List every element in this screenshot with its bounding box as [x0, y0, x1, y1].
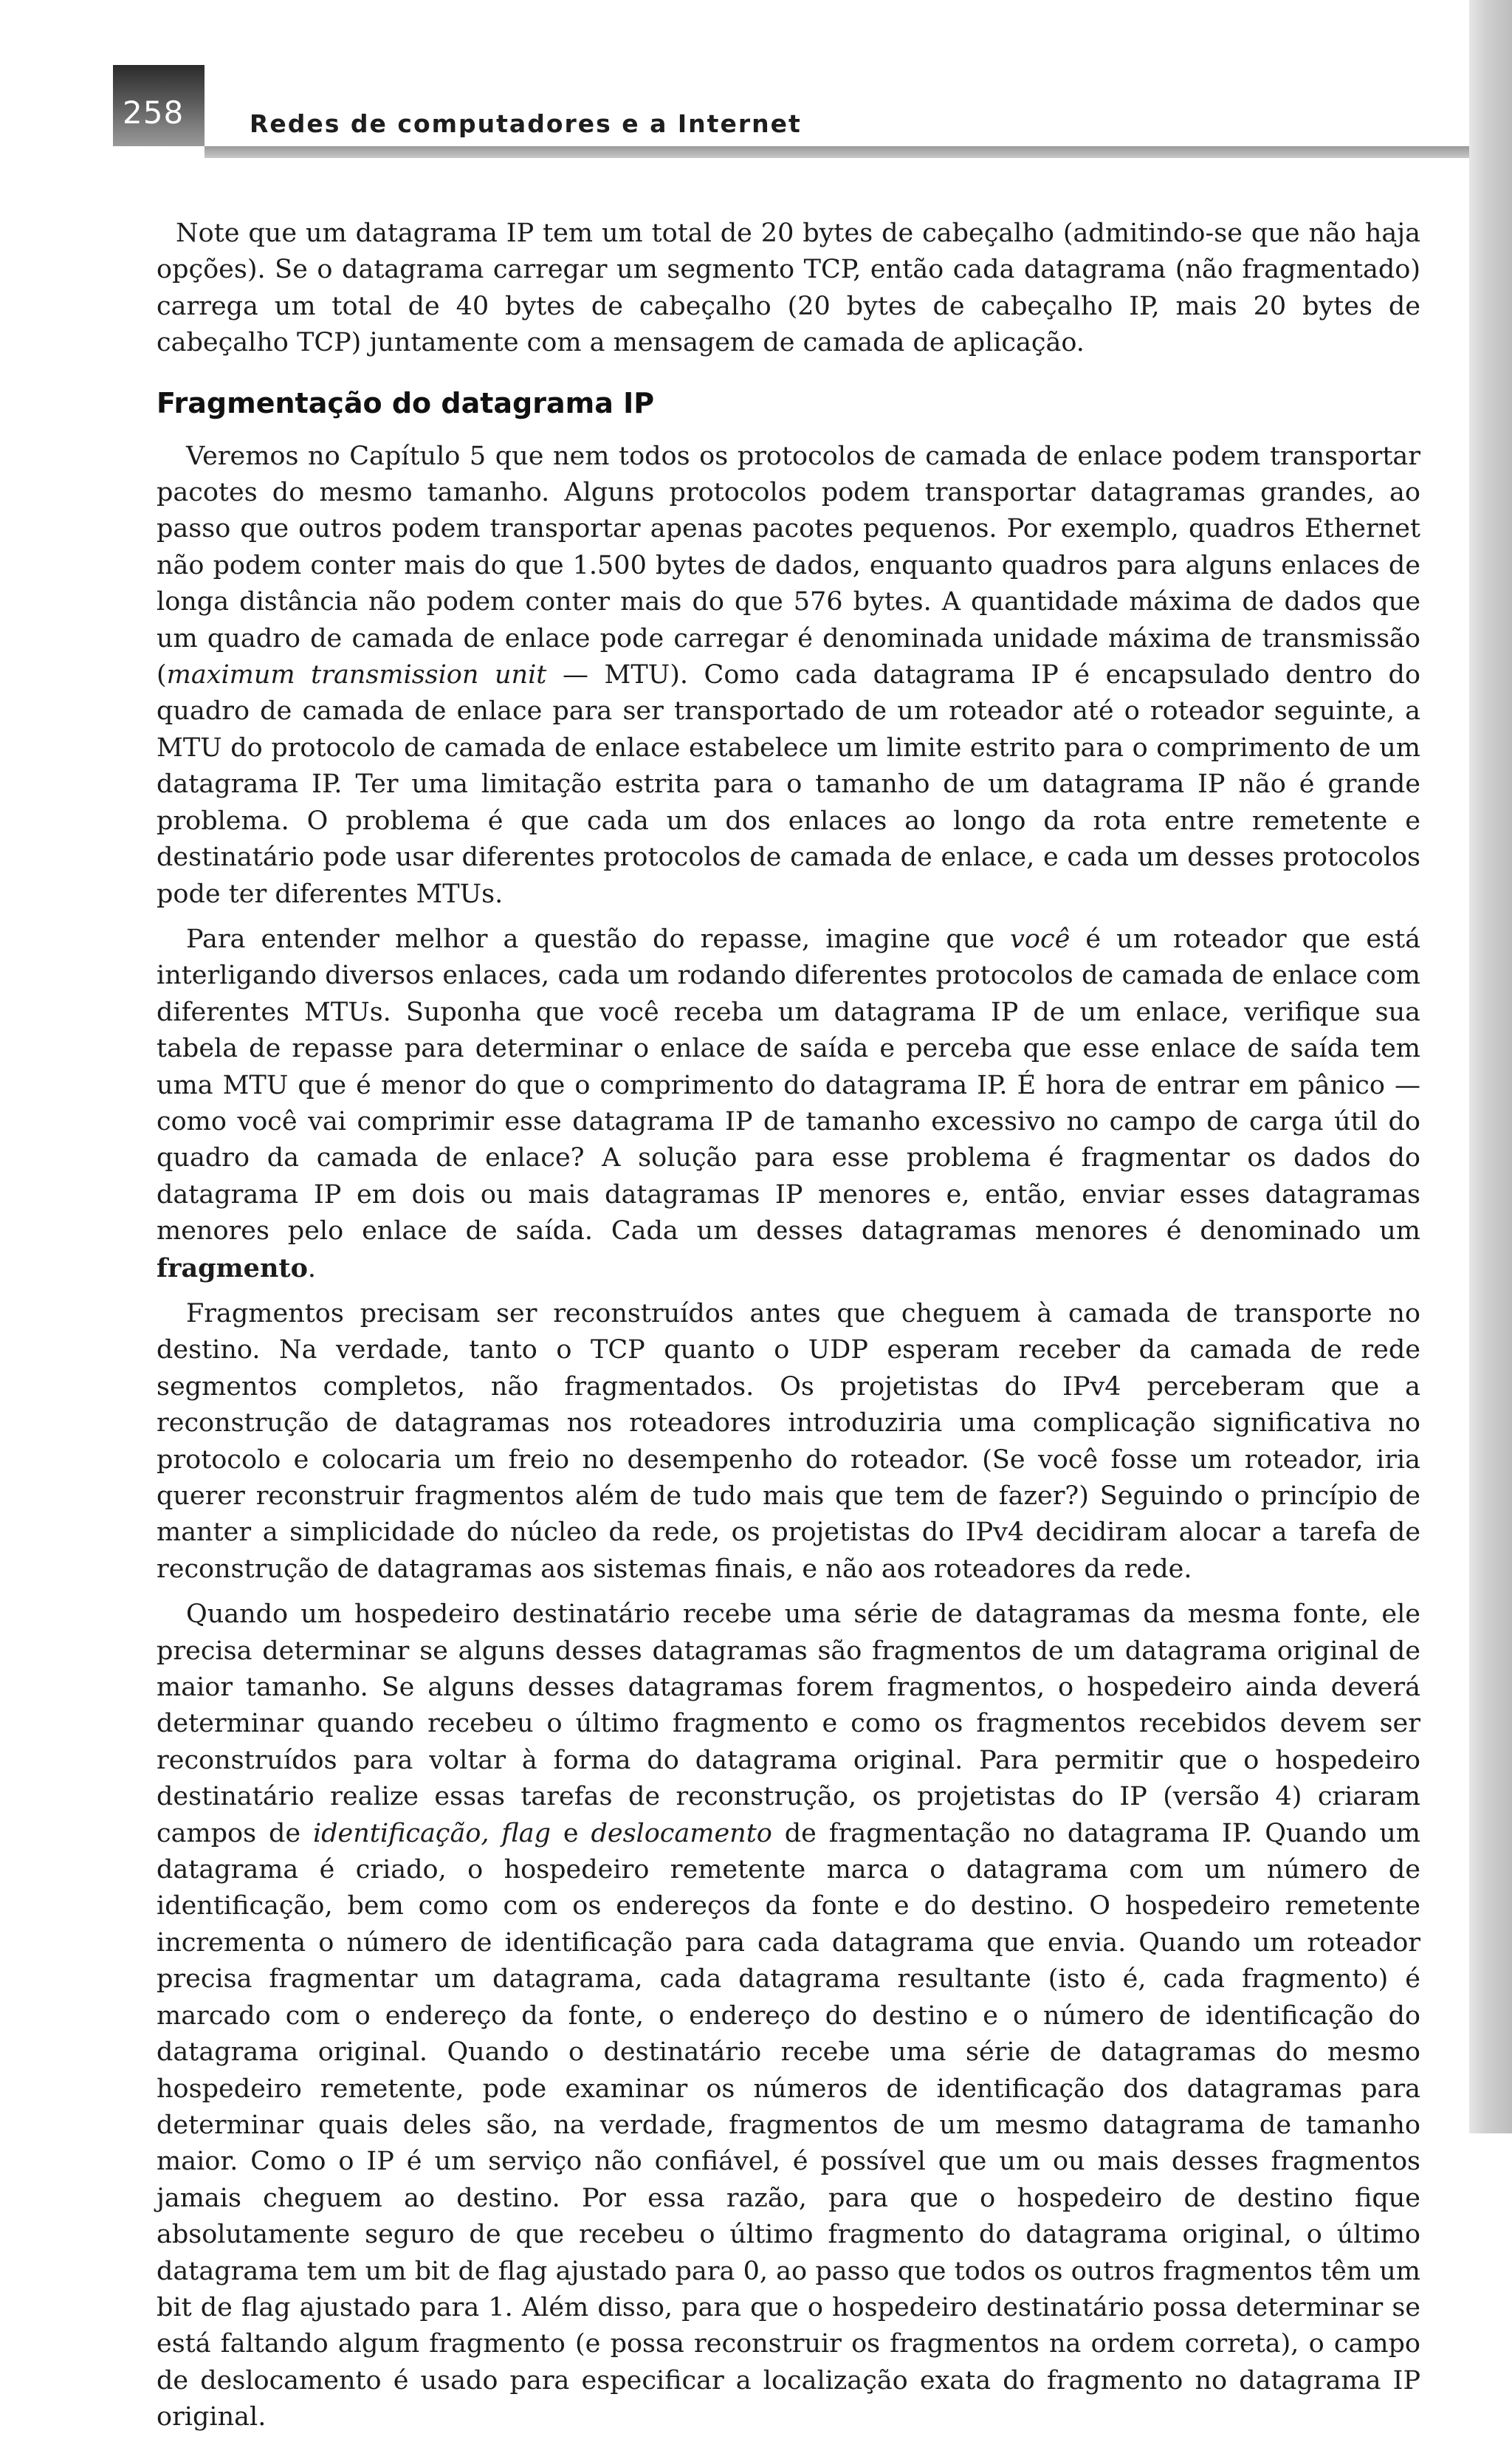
paragraph-mtu	[157, 439, 1420, 913]
body-text	[157, 216, 1420, 2445]
term-fragmento: fragmento	[157, 1252, 308, 1283]
text-run: Quando um hospedeiro destinatário recebe uma série de datagramas da mesma fonte, ele precisa determinar se alguns desses datagramas são fragmentos de um datagrama original de maior tamanho. Se alguns desses datagramas forem fragmentos, o hospedeiro ainda deverá determinar quando recebeu o último fragmento e como os fragmentos recebidos devem ser reconstruídos para voltar à forma do datagrama original. Para permitir que o hospedeiro destinatário realize essas tarefas de reconstrução, os projetistas do IP (versão 4) criaram campos de	[157, 1599, 1420, 1848]
text-run: .	[307, 1253, 317, 1283]
term-mtu: maximum transmission unit	[166, 660, 547, 690]
section-heading: Fragmentação do datagrama IP	[157, 386, 655, 419]
paragraph-fields	[157, 1597, 1420, 2435]
paragraph-router	[157, 922, 1420, 1287]
term-deslocamento: deslocamento	[591, 1818, 772, 1848]
running-head-title: Redes de computadores e a Internet	[250, 109, 802, 138]
page-edge-shadow	[1469, 0, 1512, 2133]
paragraph-reassembly: Fragmentos precisam ser reconstruídos antes que cheguem à camada de transporte no destino. Na verdade, tanto o TCP quanto o UDP esperam receber da camada de rede segmentos completos, não fragmentados. Os projetistas do IPv4 perceberam que a reconstrução de datagramas nos roteadores introduziria uma complicação significativa no protocolo e colocaria um freio no desempenho do roteador. (Se você fosse um roteador, iria querer reconstruir fragmentos além de tudo mais que tem de fazer?) Seguindo o princípio de manter a simplicidade do núcleo da rede, os projetistas do IPv4 decidiram alocar a tarefa de reconstrução de datagramas aos sistemas finais, e não aos roteadores da rede.	[157, 1298, 1420, 1584]
text-run: Veremos no Capítulo 5 que nem todos os protocolos de camada de enlace podem transportar pacotes do mesmo tamanho. Alguns protocolos podem transportar datagramas grandes, ao passo que outros podem transportar apenas pacotes pequenos. Por exemplo, quadros Ethernet não podem conter mais do que 1.500 bytes de dados, enquanto quadros para alguns enlaces de longa distância não podem conter mais do que 576 bytes. A quantidade máxima de dados que um quadro de camada de enlace pode carregar é denominada unidade máxima de transmissão (	[157, 441, 1420, 690]
header-rule	[205, 146, 1469, 158]
text-run: e	[551, 1818, 591, 1848]
term-id-flag: identificação, flag	[312, 1818, 551, 1848]
text-run: de fragmentação no datagrama IP. Quando um datagrama é criado, o hospedeiro remetente marca o datagrama com um número de identificação, bem como com os endereços da fonte e do destino. O hospedeiro remetente incrementa o número de identificação para cada datagrama que envia. Quando um roteador precisa fragmentar um datagrama, cada datagrama resultante (isto é, cada fragmento) é marcado com o endereço da fonte, o endereço do destino e o número de identificação do datagrama original. Quando o destinatário recebe uma série de datagramas do mesmo hospedeiro remetente, pode examinar os números de identificação dos datagramas para determinar quais deles são, na verdade, fragmentos de um mesmo datagrama de tamanho maior. Como o IP é um serviço não confiável, é possível que um ou mais desses fragmentos jamais cheguem ao destino. Por essa razão, para que o hospedeiro de destino fique absolutamente seguro de que recebeu o último fragmento do datagrama original, o último datagrama tem um bit de flag ajustado para 0, ao passo que todos os outros fragmentos têm um bit de flag ajustado para 1. Além disso, para que o hospedeiro destinatário possa determinar se está faltando algum fragmento (e possa reconstruir os fragmentos na ordem correta), o campo de deslocamento é usado para especificar a localização exata do fragmento no datagrama IP original.	[157, 1818, 1420, 2432]
intro-paragraph: Note que um datagrama IP tem um total de 20 bytes de cabeçalho (admitindo-se que não haja opções). Se o datagrama carregar um segmento TCP, então cada datagrama (não fragmentado) carrega um total de 40 bytes de cabeçalho (20 bytes de cabeçalho IP, mais 20 bytes de cabeçalho TCP) juntamente com a mensagem de camada de aplicação.	[157, 219, 1420, 358]
page-number: 258	[123, 95, 185, 131]
emphasis-voce: você	[1010, 924, 1071, 954]
text-run: é um roteador que está interligando diversos enlaces, cada um rodando diferentes protocolos de camada de enlace com diferentes MTUs. Suponha que você receba um datagrama IP de um enlace, verifique sua tabela de repasse para determinar o enlace de saída e perceba que esse enlace de saída tem uma MTU que é menor do que o comprimento do datagrama IP. É hora de entrar em pânico — como você vai comprimir esse datagrama IP de tamanho excessivo no campo de carga útil do quadro da camada de enlace? A solução para esse problema é fragmentar os dados do datagrama IP em dois ou mais datagramas IP menores e, então, enviar esses datagramas menores pelo enlace de saída. Cada um desses datagramas menores é denominado um	[157, 924, 1420, 1246]
text-run: — MTU). Como cada datagrama IP é encapsulado dentro do quadro de camada de enlace para ser transportado de um roteador até o roteador seguinte, a MTU do protocolo de camada de enlace estabelece um limite estrito para o comprimento de um datagrama IP. Ter uma limitação estrita para o tamanho de um datagrama IP não é grande problema. O problema é que cada um dos enlaces ao longo da rota entre remetente e destinatário pode usar diferentes protocolos de camada de enlace, e cada um desses protocolos pode ter diferentes MTUs.	[157, 660, 1421, 909]
text-run: Para entender melhor a questão do repasse, imagine que	[186, 924, 1011, 954]
